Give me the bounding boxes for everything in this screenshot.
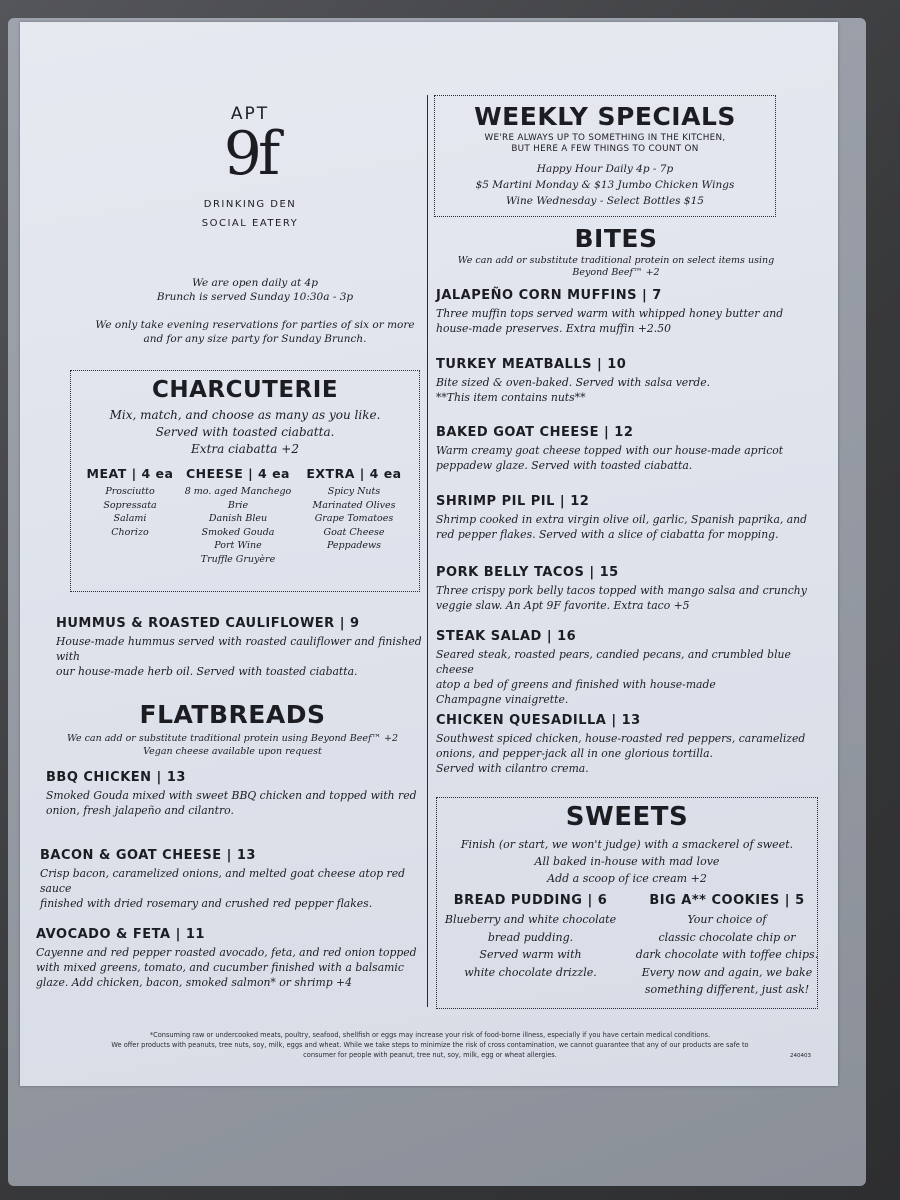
bites-item xyxy=(436,357,816,405)
bite-desc: Shrimp cooked in extra virgin olive oil, garlic, Spanish paprika, and xyxy=(436,513,808,526)
charcuterie-line-2: Served with toasted ciabatta. xyxy=(155,425,335,439)
flatbreads-section xyxy=(36,700,425,989)
logo-tagline-2: SOCIAL EATERY xyxy=(201,218,299,229)
hummus-desc-2: our house-made herb oil. Served with toasted ciabatta. xyxy=(56,665,358,678)
meat-item: Chorizo xyxy=(111,526,149,538)
bite-desc: veggie slaw. An Apt 9F favorite. Extra taco +5 xyxy=(436,599,690,612)
flatbread-desc: glaze. Add chicken, bacon, smoked salmon* or shrimp +4 xyxy=(36,976,352,989)
cookies-line: Every now and again, we bake xyxy=(641,965,813,979)
bite-desc: peppadew glaze. Served with toasted ciabatta. xyxy=(436,459,693,472)
cookies-title: BIG A** COOKIES | 5 xyxy=(649,893,805,908)
bite-desc: house-made preserves. Extra muffin +2.50 xyxy=(436,322,671,335)
charcuterie-intro xyxy=(71,407,419,458)
hours-line: We are open daily at 4p xyxy=(192,277,318,289)
reservation-line-2: and for any size party for Sunday Brunch. xyxy=(143,333,367,345)
footer-disclaimer-3: consumer for people with peanut, tree nut, soy, milk, egg or wheat allergies. xyxy=(303,1051,557,1059)
extra-column xyxy=(295,466,413,553)
flatbread-desc: Cayenne and red pepper roasted avocado, feta, and red onion topped xyxy=(36,946,417,959)
charcuterie-title: CHARCUTERIE xyxy=(151,377,339,403)
flatbread-title: BACON & GOAT CHEESE | 13 xyxy=(40,848,256,863)
flatbread-desc: Smoked Gouda mixed with sweet BBQ chicken and topped with red xyxy=(46,789,417,802)
extra-item: Marinated Olives xyxy=(312,499,396,511)
cheese-item: Port Wine xyxy=(214,540,262,551)
sweets-line-2: All baked in-house with mad love xyxy=(534,855,720,868)
cookies-item xyxy=(631,893,823,999)
extra-item: Grape Tomatoes xyxy=(314,513,394,524)
reservation-info xyxy=(60,318,450,346)
sweets-line-1: Finish (or start, we won't judge) with a smackerel of sweet. xyxy=(460,838,794,851)
pudding-line: bread pudding. xyxy=(487,930,574,944)
charcuterie-line-1: Mix, match, and choose as many as you like. xyxy=(109,408,381,422)
bite-title: STEAK SALAD | 16 xyxy=(436,629,577,644)
cheese-item: Truffle Gruyère xyxy=(200,553,276,565)
pudding-line: Served warm with xyxy=(479,948,582,961)
bites-title: BITES xyxy=(574,224,658,253)
flatbreads-note-2: Vegan cheese available upon request xyxy=(143,746,322,757)
bite-title: CHICKEN QUESADILLA | 13 xyxy=(436,713,641,728)
cheese-title: CHEESE | 4 ea xyxy=(186,466,290,481)
hours-info xyxy=(60,276,450,304)
flatbread-desc: onion, fresh jalapeño and cilantro. xyxy=(46,804,234,817)
bites-item xyxy=(436,425,816,473)
column-divider xyxy=(427,95,428,1007)
bite-desc: Seared steak, roasted pears, candied pecans, and crumbled blue cheese xyxy=(436,648,791,676)
meat-title: MEAT | 4 ea xyxy=(86,466,174,481)
cheese-item: Smoked Gouda xyxy=(201,526,275,538)
flatbread-desc: Crisp bacon, caramelized onions, and melted goat cheese atop red sauce xyxy=(40,867,406,895)
logo xyxy=(170,105,330,233)
bite-title: TURKEY MEATBALLS | 10 xyxy=(436,357,627,372)
hummus-item xyxy=(56,616,426,679)
bites-section xyxy=(436,224,796,279)
meat-column xyxy=(71,466,189,539)
footer-disclaimer-1: *Consuming raw or undercooked meats, poultry, seafood, shellfish or eggs may increase your risk of food-borne illness, especially if you have certain medical conditions. xyxy=(149,1031,711,1039)
cheese-column xyxy=(179,466,297,566)
flatbread-title: AVOCADO & FETA | 11 xyxy=(36,927,205,942)
bite-desc: **This item contains nuts** xyxy=(436,391,586,404)
pudding-line: white chocolate drizzle. xyxy=(464,965,597,979)
flatbread-title: BBQ CHICKEN | 13 xyxy=(46,770,186,785)
extra-item: Spicy Nuts xyxy=(327,486,381,497)
flatbread-item xyxy=(46,770,426,818)
charcuterie-box xyxy=(70,370,420,592)
specials-sub-1: WE'RE ALWAYS UP TO SOMETHING IN THE KITCHEN, xyxy=(484,133,726,143)
bite-desc: Bite sized & oven-baked. Served with salsa verde. xyxy=(436,376,711,389)
charcuterie-line-3: Extra ciabatta +2 xyxy=(191,442,299,456)
bite-desc: Served with cilantro crema. xyxy=(436,762,589,775)
cookies-line: classic chocolate chip or xyxy=(658,930,796,944)
bite-title: JALAPEÑO CORN MUFFINS | 7 xyxy=(436,288,662,303)
bites-note-2: Beyond Beef™ +2 xyxy=(572,267,660,278)
flatbread-item xyxy=(40,848,425,911)
bites-item xyxy=(436,494,816,542)
specials-line-2: $5 Martini Monday & $13 Jumbo Chicken Wings xyxy=(475,179,735,191)
flatbread-item xyxy=(36,927,426,990)
charcuterie-columns xyxy=(71,466,419,576)
flatbread-desc: finished with dried rosemary and crushed red pepper flakes. xyxy=(40,897,373,910)
logo-tagline-1: DRINKING DEN xyxy=(203,199,297,210)
reservation-line-1: We only take evening reservations for parties of six or more xyxy=(95,319,415,331)
bite-title: PORK BELLY TACOS | 15 xyxy=(436,565,619,580)
bite-desc: Three crispy pork belly tacos topped with mango salsa and crunchy xyxy=(436,584,807,597)
specials-line-1: Happy Hour Daily 4p - 7p xyxy=(536,163,674,175)
pudding-line: Blueberry and white chocolate xyxy=(444,913,617,926)
footer-disclaimer-2: We offer products with peanuts, tree nuts, soy, milk, eggs and wheat. While we take steps to minimize the risk of cross contamination, we cannot guarantee that any of our products are safe to xyxy=(111,1041,749,1049)
cookies-line: something different, just ask! xyxy=(644,983,810,996)
bites-item xyxy=(436,629,816,707)
extra-title: EXTRA | 4 ea xyxy=(306,466,402,481)
extra-item: Goat Cheese Peppadews xyxy=(323,526,385,551)
cookies-line: dark chocolate with toffee chips. xyxy=(635,948,819,961)
weekly-specials-box xyxy=(434,95,776,217)
sweets-line-3: Add a scoop of ice cream +2 xyxy=(547,872,707,885)
flatbreads-note-1: We can add or substitute traditional protein using Beyond Beef™ +2 xyxy=(66,733,399,744)
logo-apt-text: APT xyxy=(230,104,270,124)
cheese-item: 8 mo. aged Manchego xyxy=(184,486,292,497)
bite-desc: Three muffin tops served warm with whipped honey butter and xyxy=(436,307,784,320)
specials-sub-2: BUT HERE A FEW THINGS TO COUNT ON xyxy=(511,144,699,154)
meat-item: Prosciutto xyxy=(105,486,155,497)
bites-note-1: We can add or substitute traditional protein on select items using xyxy=(457,255,775,266)
sweets-title: SWEETS xyxy=(565,802,689,832)
bite-desc: atop a bed of greens and finished with house-made xyxy=(436,678,716,691)
flatbreads-title: FLATBREADS xyxy=(139,700,326,729)
cheese-item: Danish Bleu xyxy=(208,513,268,524)
cookies-line: Your choice of xyxy=(687,913,767,926)
brunch-line: Brunch is served Sunday 10:30a - 3p xyxy=(156,291,354,303)
bites-item xyxy=(436,565,816,613)
bite-desc: Champagne vinaigrette. xyxy=(436,693,569,706)
menu-code: 240403 xyxy=(790,1053,811,1059)
bite-title: BAKED GOAT CHEESE | 12 xyxy=(436,425,634,440)
bite-desc: onions, and pepper-jack all in one glorious tortilla. xyxy=(436,747,713,760)
specials-line-3: Wine Wednesday - Select Bottles $15 xyxy=(506,195,704,207)
bite-desc: Southwest spiced chicken, house-roasted red peppers, caramelized xyxy=(436,732,806,745)
meat-item: Sopressata xyxy=(103,499,157,511)
flatbread-desc: with mixed greens, tomato, and cucumber finished with a balsamic xyxy=(36,961,404,974)
bites-item xyxy=(436,713,816,776)
bite-desc: red pepper flakes. Served with a slice of ciabatta for mopping. xyxy=(436,528,779,541)
sweets-box xyxy=(436,797,818,1009)
bite-title: SHRIMP PIL PIL | 12 xyxy=(436,494,590,509)
bites-item xyxy=(436,288,816,336)
hummus-title: HUMMUS & ROASTED CAULIFLOWER | 9 xyxy=(56,616,360,631)
bread-pudding-item xyxy=(443,893,618,981)
hummus-desc-1: House-made hummus served with roasted cauliflower and finished with xyxy=(56,635,422,663)
bite-desc: Warm creamy goat cheese topped with our house-made apricot xyxy=(436,444,784,457)
bread-pudding-title: BREAD PUDDING | 6 xyxy=(453,893,608,908)
cheese-item: Brie xyxy=(227,499,249,511)
meat-item: Salami xyxy=(113,513,147,524)
logo-mark: 9f xyxy=(223,119,277,189)
specials-title: WEEKLY SPECIALS xyxy=(474,102,736,131)
